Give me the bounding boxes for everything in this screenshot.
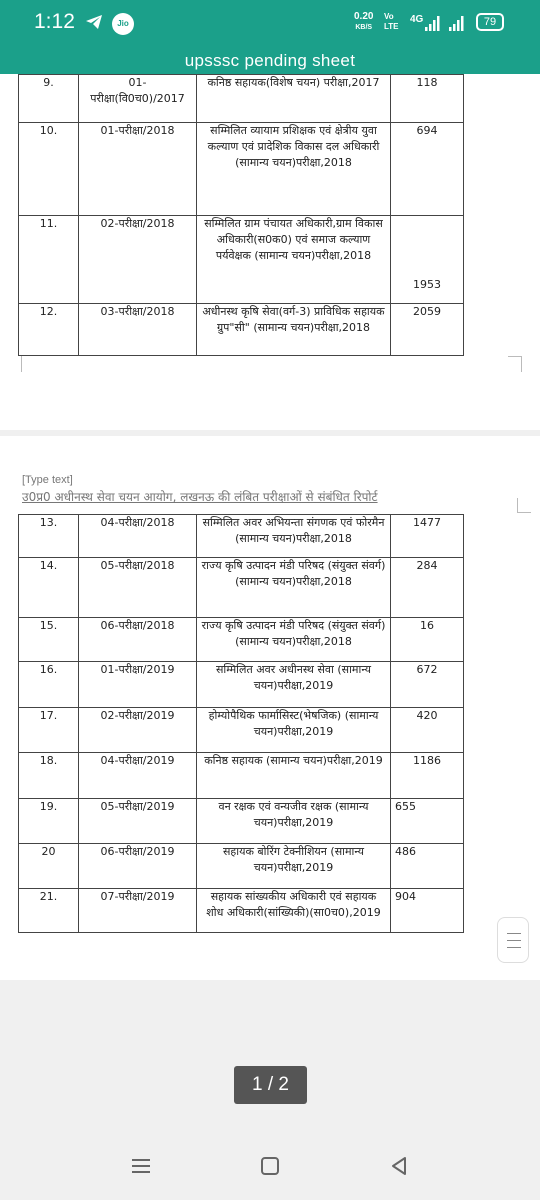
table-row	[19, 304, 464, 356]
table-row	[19, 799, 464, 844]
signal-icon	[424, 16, 440, 36]
table-row	[19, 708, 464, 753]
serial-number: 20	[19, 844, 79, 889]
serial-number: 10.	[19, 123, 79, 216]
exam-number: 05-परीक्षा/2018	[79, 558, 197, 618]
serial-number: 21.	[19, 889, 79, 933]
home-icon[interactable]	[259, 1155, 281, 1181]
exam-number: 06-परीक्षा/2018	[79, 618, 197, 662]
serial-number: 17.	[19, 708, 79, 753]
net-speed-value: 0.20	[354, 11, 374, 22]
exam-name: होम्योपैथिक फार्मासिस्ट(भेषजिक) (सामान्य चयन)परीक्षा,2019	[197, 708, 391, 753]
vacancy-count: 284	[391, 558, 464, 618]
vacancy-count: 694	[391, 123, 464, 216]
table-row	[19, 844, 464, 889]
exam-name: सम्मिलित व्यायाम प्रशिक्षक एवं क्षेत्रीय युवा कल्याण एवं प्रादेशिक विकास दल अधिकारी (सामान्य चयन)परीक्षा,2018	[197, 123, 391, 216]
exam-number: 01-परीक्षा/2018	[79, 123, 197, 216]
exam-name: राज्य कृषि उत्पादन मंडी परिषद (संयुक्त संवर्ग) (सामान्य चयन)परीक्षा,2018	[197, 618, 391, 662]
battery-icon: 79	[476, 13, 504, 31]
vacancy-count: 16	[391, 618, 464, 662]
vacancy-count: 655	[391, 799, 464, 844]
exam-name: सम्मिलित अवर अधीनस्थ सेवा (सामान्य चयन)परीक्षा,2019	[197, 662, 391, 708]
serial-number: 12.	[19, 304, 79, 356]
vacancy-count: 2059	[391, 304, 464, 356]
crop-mark	[508, 356, 522, 357]
telegram-send-icon	[85, 14, 103, 34]
exam-name: सम्मिलित ग्राम पंचायत अधिकारी,ग्राम विकास अधिकारी(स0क0) एवं समाज कल्याण पर्यवेक्षक (सामान्य चयन)परीक्षा,2018	[197, 216, 391, 304]
page-indicator: 1 / 2	[234, 1066, 307, 1104]
signal-icon	[448, 16, 466, 36]
exam-number: 04-परीक्षा/2019	[79, 753, 197, 799]
report-heading: उ0प्र0 अधीनस्थ सेवा चयन आयोग, लखनऊ की लंबित परीक्षाओं से संबंधित रिपोर्ट	[22, 490, 378, 504]
network-type: 4G	[410, 14, 424, 25]
serial-number: 11.	[19, 216, 79, 304]
volte-indicator	[384, 12, 399, 32]
crop-mark	[517, 512, 531, 513]
volte-top: Vo	[384, 12, 394, 21]
crop-mark	[521, 356, 522, 372]
exam-number: 07-परीक्षा/2019	[79, 889, 197, 933]
serial-number: 14.	[19, 558, 79, 618]
exam-name: सहायक बोरिंग टेक्नीशियन (सामान्य चयन)परीक्षा,2019	[197, 844, 391, 889]
table-row	[19, 618, 464, 662]
exam-number: 02-परीक्षा/2019	[79, 708, 197, 753]
exam-name: सहायक सांख्यकीय अधिकारी एवं सहायक शोध अधिकारी(सांख्यिकी)(सा0च0),2019	[197, 889, 391, 933]
clock-time: 1:12	[34, 10, 75, 33]
table-row	[19, 889, 464, 933]
serial-number: 18.	[19, 753, 79, 799]
page-header-placeholder: [Type text]	[22, 474, 73, 486]
vacancy-count: 904	[391, 889, 464, 933]
table-row	[19, 753, 464, 799]
net-speed-unit: KB/S	[355, 24, 373, 31]
serial-number: 13.	[19, 515, 79, 558]
exam-number: 06-परीक्षा/2019	[79, 844, 197, 889]
drag-handle-icon[interactable]	[497, 917, 529, 963]
serial-number: 16.	[19, 662, 79, 708]
serial-number: 19.	[19, 799, 79, 844]
jio-icon: Jio	[112, 13, 134, 35]
exam-name: सम्मिलित अवर अभियन्ता संगणक एवं फोरमैन (सामान्य चयन)परीक्षा,2018	[197, 515, 391, 558]
exam-name: अधीनस्थ कृषि सेवा(वर्ग-3) प्राविधिक सहायक ग्रुप"सी" (सामान्य चयन)परीक्षा,2018	[197, 304, 391, 356]
pending-exams-table	[18, 514, 464, 933]
exam-name: कनिष्ठ सहायक (सामान्य चयन)परीक्षा,2019	[197, 753, 391, 799]
status-bar	[0, 0, 540, 48]
document-page[interactable]	[0, 436, 540, 980]
vacancy-count: 1186	[391, 753, 464, 799]
net-speed	[354, 12, 373, 33]
exam-number: 03-परीक्षा/2018	[79, 304, 197, 356]
vacancy-count: 420	[391, 708, 464, 753]
exam-name: राज्य कृषि उत्पादन मंडी परिषद (संयुक्त संवर्ग) (सामान्य चयन)परीक्षा,2018	[197, 558, 391, 618]
table-row	[19, 216, 464, 304]
table-row	[19, 558, 464, 618]
serial-number: 15.	[19, 618, 79, 662]
exam-name: वन रक्षक एवं वन्यजीव रक्षक (सामान्य चयन)परीक्षा,2019	[197, 799, 391, 844]
exam-number: 04-परीक्षा/2018	[79, 515, 197, 558]
exam-number: 02-परीक्षा/2018	[79, 216, 197, 304]
table-row	[19, 75, 464, 123]
recents-icon[interactable]	[130, 1155, 152, 1181]
exam-name: कनिष्ठ सहायक(विशेष चयन) परीक्षा,2017	[197, 75, 391, 123]
volte-bottom: LTE	[384, 22, 399, 31]
app-title: upsssc pending sheet	[0, 48, 540, 74]
navigation-bar	[0, 1135, 540, 1200]
crop-mark	[21, 356, 22, 372]
pending-exams-table	[18, 74, 464, 356]
vacancy-count: 1477	[391, 515, 464, 558]
back-icon[interactable]	[388, 1155, 410, 1181]
exam-number: 05-परीक्षा/2019	[79, 799, 197, 844]
table-row	[19, 515, 464, 558]
exam-number: 01-परीक्षा/2019	[79, 662, 197, 708]
table-row	[19, 662, 464, 708]
vacancy-count: 672	[391, 662, 464, 708]
crop-mark	[517, 498, 518, 512]
serial-number: 9.	[19, 75, 79, 123]
vacancy-count: 1953	[391, 216, 464, 304]
vacancy-count: 118	[391, 75, 464, 123]
document-page[interactable]	[0, 74, 540, 430]
table-row	[19, 123, 464, 216]
vacancy-count: 486	[391, 844, 464, 889]
exam-number: 01-परीक्षा(वि0च0)/2017	[79, 75, 197, 123]
